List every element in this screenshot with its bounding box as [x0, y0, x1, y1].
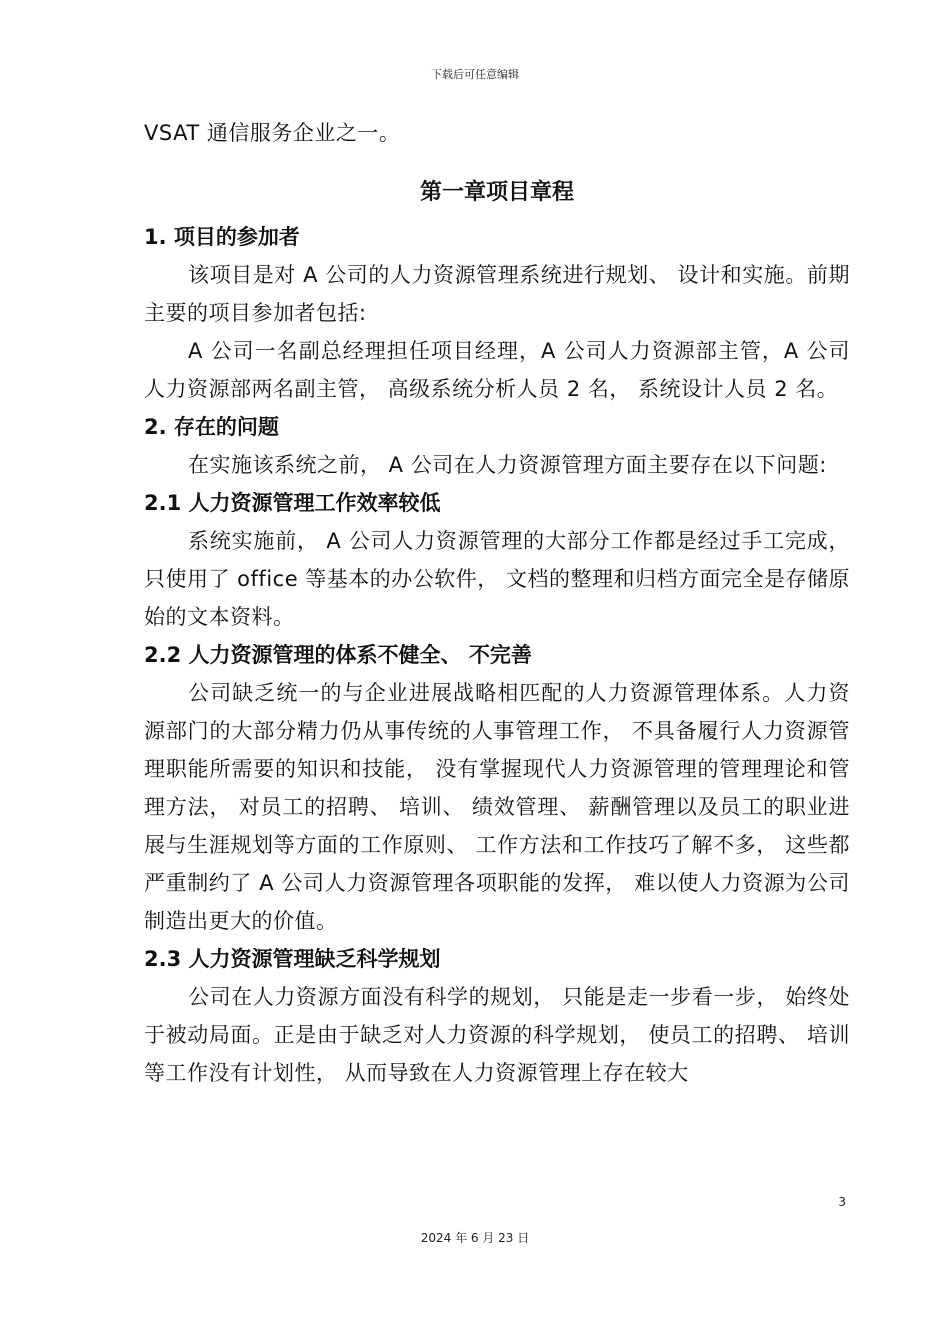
section-heading-2: 2. 存在的问题 — [144, 415, 279, 439]
section-heading-2-2: 2.2 人力资源管理的体系不健全、 不完善 — [144, 643, 532, 667]
section-heading-2-1: 2.1 人力资源管理工作效率较低 — [144, 491, 441, 515]
footer-date: 2024 年 6 月 23 日 — [420, 1231, 530, 1245]
header-note: 下载后可任意编辑 — [431, 68, 519, 81]
chapter-title: 第一章项目章程 — [419, 180, 574, 205]
page-number: 3 — [838, 1195, 846, 1209]
section-heading-1: 1. 项目的参加者 — [144, 225, 300, 249]
intro-fragment: VSAT 通信服务企业之一。 — [144, 121, 401, 145]
document-body — [144, 114, 850, 1092]
section-1-paragraph-1: 该项目是对 A 公司的人力资源管理系统进行规划、 设计和实施。前期主要的项目参加者包括: — [144, 263, 850, 325]
section-2-2-paragraph: 公司缺乏统一的与企业进展战略相匹配的人力资源管理体系。人力资源部门的大部分精力仍从事传统的人事管理工作， 不具备履行人力资源管理职能所需要的知识和技能， 没有掌握现代人力资源管理的管理理论和管理方法， 对员工的招聘、 培训、 绩效管理、 薪酬管理以及员工的职业进展与生涯规划等方面的工作原则、 工作方法和工作技巧了解不多， 这些都严重制约了 A 公司人力资源管理各项职能的发挥， 难以使人力资源为公司制造出更大的价值。 — [144, 681, 850, 933]
section-1-paragraph-2: A 公司一名副总经理担任项目经理，A 公司人力资源部主管，A 公司人力资源部两名副主管， 高级系统分析人员 2 名， 系统设计人员 2 名。 — [144, 339, 850, 401]
section-heading-2-3: 2.3 人力资源管理缺乏科学规划 — [144, 947, 441, 971]
section-2-1-paragraph: 系统实施前， A 公司人力资源管理的大部分工作都是经过手工完成， 只使用了 office 等基本的办公软件， 文档的整理和归档方面完全是存储原始的文本资料。 — [144, 529, 850, 629]
section-2-3-paragraph: 公司在人力资源方面没有科学的规划， 只能是走一步看一步， 始终处于被动局面。正是由于缺乏对人力资源的科学规划， 使员工的招聘、 培训等工作没有计划性， 从而导致在人力资源管理上存在较大 — [144, 985, 850, 1085]
section-2-paragraph-1: 在实施该系统之前， A 公司在人力资源管理方面主要存在以下问题: — [188, 453, 827, 477]
